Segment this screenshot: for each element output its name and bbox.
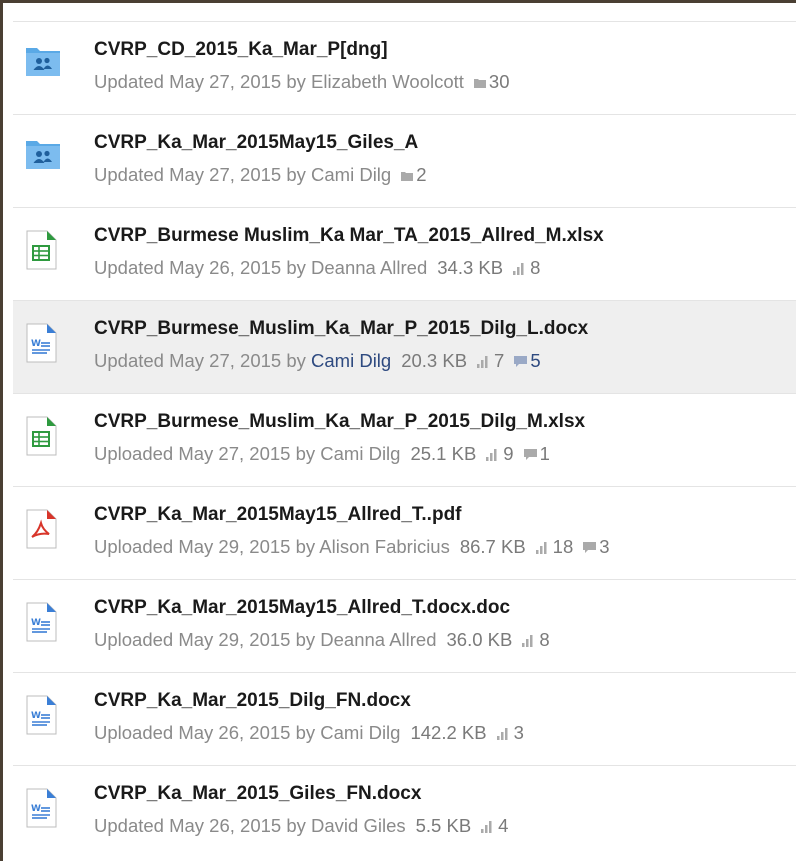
file-date: May 26, 2015: [178, 722, 291, 743]
by-label: by: [286, 350, 306, 371]
by-label: by: [295, 629, 316, 650]
file-meta: [94, 164, 427, 186]
spreadsheet-file-icon[interactable]: [25, 416, 61, 456]
file-meta: [94, 815, 508, 837]
comment-icon: [583, 536, 599, 557]
file-name-link[interactable]: CVRP_CD_2015_Ka_Mar_P[dng]: [94, 39, 388, 60]
file-meta: [94, 443, 550, 465]
comment-count[interactable]: [514, 350, 540, 371]
count-value: 8: [530, 257, 541, 278]
file-name-link[interactable]: CVRP_Burmese_Muslim_Ka_Mar_P_2015_Dilg_L.docx: [94, 318, 589, 339]
item-count: [401, 164, 426, 185]
file-size: 20.3 KB: [401, 350, 468, 371]
file-date: May 27, 2015: [178, 443, 291, 464]
folder-count-icon: [474, 71, 489, 92]
file-action-label: Uploaded: [94, 443, 174, 464]
view-count: [481, 815, 508, 836]
file-row[interactable]: [13, 672, 796, 765]
user-link[interactable]: Cami Dilg: [311, 350, 392, 371]
user-link[interactable]: Cami Dilg: [320, 722, 401, 743]
view-count: [477, 350, 504, 371]
svg-text:W: W: [31, 618, 41, 628]
file-row[interactable]: [13, 207, 796, 300]
views-chart-icon: [477, 350, 494, 371]
by-label: by: [286, 815, 306, 836]
file-row[interactable]: [13, 393, 796, 486]
file-action-label: Uploaded: [94, 536, 174, 557]
file-name-link[interactable]: CVRP_Ka_Mar_2015_Giles_FN.docx: [94, 783, 422, 804]
by-label: by: [295, 722, 316, 743]
count-value: 7: [494, 350, 505, 371]
view-count: [497, 722, 524, 743]
word-file-icon[interactable]: [25, 695, 61, 735]
file-meta: [94, 536, 610, 558]
view-count: [536, 536, 574, 557]
word-file-icon[interactable]: [25, 602, 61, 642]
file-meta: [94, 71, 510, 93]
count-value: 4: [498, 815, 509, 836]
comment-count-value: 5: [530, 350, 541, 371]
file-date: May 26, 2015: [169, 815, 282, 836]
user-link[interactable]: Deanna Allred: [320, 629, 437, 650]
views-chart-icon: [513, 257, 530, 278]
by-label: by: [286, 257, 306, 278]
file-meta: [94, 350, 541, 372]
file-list: [13, 21, 796, 858]
word-file-icon[interactable]: [25, 788, 61, 828]
folder-count-icon: [401, 164, 416, 185]
file-date: May 29, 2015: [178, 629, 291, 650]
file-row[interactable]: [13, 300, 796, 393]
by-label: by: [286, 164, 306, 185]
file-date: May 27, 2015: [169, 71, 282, 92]
views-chart-icon: [536, 536, 553, 557]
file-size: 142.2 KB: [410, 722, 487, 743]
word-file-icon[interactable]: [25, 323, 61, 363]
svg-text:W: W: [31, 339, 41, 349]
view-count: [522, 629, 549, 650]
shared-folder-icon[interactable]: [25, 137, 61, 177]
file-size: 34.3 KB: [437, 257, 504, 278]
views-chart-icon: [522, 629, 539, 650]
file-action-label: Updated: [94, 164, 164, 185]
file-date: May 29, 2015: [178, 536, 291, 557]
file-action-label: Updated: [94, 257, 164, 278]
file-row[interactable]: [13, 21, 796, 114]
file-meta: [94, 257, 540, 279]
pdf-file-icon[interactable]: [25, 509, 61, 549]
file-action-label: Updated: [94, 815, 164, 836]
count-value: 8: [539, 629, 550, 650]
file-date: May 27, 2015: [169, 164, 282, 185]
file-row[interactable]: [13, 114, 796, 207]
file-name-link[interactable]: CVRP_Ka_Mar_2015May15_Allred_T.docx.doc: [94, 597, 511, 618]
file-row[interactable]: [13, 486, 796, 579]
shared-folder-icon[interactable]: [25, 44, 61, 84]
file-size: 25.1 KB: [410, 443, 477, 464]
file-name-link[interactable]: CVRP_Ka_Mar_2015_Dilg_FN.docx: [94, 690, 411, 711]
spreadsheet-file-icon[interactable]: [25, 230, 61, 270]
file-name-link[interactable]: CVRP_Ka_Mar_2015May15_Allred_T..pdf: [94, 504, 462, 525]
file-action-label: Uploaded: [94, 629, 174, 650]
file-row[interactable]: [13, 765, 796, 858]
count-value: 30: [488, 71, 510, 92]
file-name-link[interactable]: CVRP_Ka_Mar_2015May15_Giles_A: [94, 132, 419, 153]
file-action-label: Updated: [94, 71, 164, 92]
count-value: 3: [513, 722, 524, 743]
user-link[interactable]: Cami Dilg: [320, 443, 401, 464]
user-link[interactable]: Alison Fabricius: [319, 536, 450, 557]
comment-count-value: 3: [599, 536, 610, 557]
comment-count-value: 1: [539, 443, 550, 464]
user-link[interactable]: Deanna Allred: [311, 257, 428, 278]
count-value: 9: [503, 443, 514, 464]
views-chart-icon: [497, 722, 514, 743]
by-label: by: [286, 71, 306, 92]
user-link[interactable]: Elizabeth Woolcott: [311, 71, 464, 92]
svg-text:W: W: [31, 804, 41, 814]
file-action-label: Uploaded: [94, 722, 174, 743]
file-name-link[interactable]: CVRP_Burmese Muslim_Ka Mar_TA_2015_Allred_M.xlsx: [94, 225, 604, 246]
view-count: [486, 443, 513, 464]
file-size: 36.0 KB: [446, 629, 513, 650]
views-chart-icon: [486, 443, 503, 464]
user-link[interactable]: David Giles: [311, 815, 406, 836]
count-value: 18: [552, 536, 574, 557]
item-count: [474, 71, 510, 92]
file-date: May 27, 2015: [169, 350, 282, 371]
file-date: May 26, 2015: [169, 257, 282, 278]
svg-text:W: W: [31, 711, 41, 721]
user-link[interactable]: Cami Dilg: [311, 164, 392, 185]
view-count: [513, 257, 540, 278]
comment-count[interactable]: [524, 443, 550, 464]
file-meta: [94, 722, 524, 744]
file-size: 86.7 KB: [459, 536, 526, 557]
by-label: by: [295, 536, 316, 557]
file-name-link[interactable]: CVRP_Burmese_Muslim_Ka_Mar_P_2015_Dilg_M.xlsx: [94, 411, 586, 432]
comment-count[interactable]: [583, 536, 609, 557]
file-meta: [94, 629, 550, 651]
comment-icon: [524, 443, 540, 464]
views-chart-icon: [481, 815, 498, 836]
file-row[interactable]: [13, 579, 796, 672]
count-value: 2: [416, 164, 427, 185]
comment-icon: [514, 350, 530, 371]
by-label: by: [295, 443, 316, 464]
file-action-label: Updated: [94, 350, 164, 371]
file-size: 5.5 KB: [415, 815, 472, 836]
